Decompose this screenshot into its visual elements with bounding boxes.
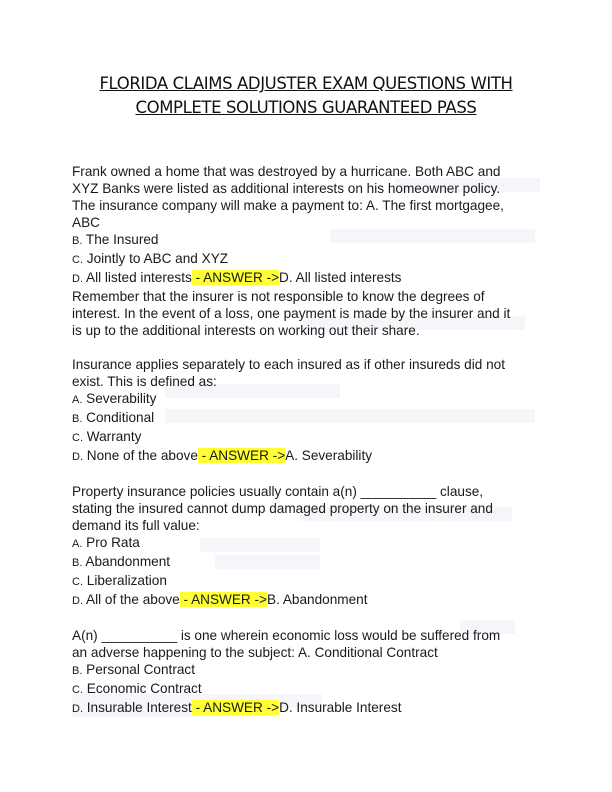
question-stem-line: Frank owned a home that was destroyed by a hurricane. Both ABC and [72, 164, 501, 179]
title-line-1: FLORIDA CLAIMS ADJUSTER EXAM QUESTIONS WITH [99, 74, 513, 93]
document-title [60, 72, 552, 120]
option-b: B. Abandonment [72, 554, 171, 569]
answer-marker: - ANSWER -> [179, 592, 267, 607]
question-4 [72, 627, 542, 718]
question-stem-line: an adverse happening to the subject: A. Conditional Contract [72, 645, 438, 660]
option-b: B. Personal Contract [72, 662, 195, 677]
question-3 [72, 483, 542, 610]
answer-text: D. Insurable Interest [279, 700, 402, 715]
question-stem-line: The insurance company will make a payment to: A. The first mortgagee, [72, 198, 504, 213]
option-c: C. Warranty [72, 429, 142, 444]
question-stem-line: stating the insured cannot dump damaged property on the insurer and [72, 501, 493, 516]
answer-marker: - ANSWER -> [191, 270, 280, 285]
option-c: C. Jointly to ABC and XYZ [72, 251, 229, 266]
question-2 [72, 356, 542, 466]
explanation-line: interest. In the event of a loss, one payment is made by the insurer and it [72, 306, 511, 321]
option-d: D. Insurable Interest - ANSWER ->D. Insurable Interest [72, 700, 402, 715]
answer-marker: - ANSWER -> [197, 448, 286, 463]
answer-text: B. Abandonment [267, 592, 368, 607]
question-stem-line: ABC [72, 215, 100, 230]
option-a: A. Pro Rata [72, 535, 140, 550]
question-stem-line: Insurance applies separately to each insured as if other insureds did not [72, 357, 505, 372]
option-d: D. None of the above - ANSWER ->A. Severability [72, 448, 373, 463]
answer-marker: - ANSWER -> [191, 700, 280, 715]
option-b: B. Conditional [72, 410, 155, 425]
answer-text: A. Severability [285, 448, 373, 463]
answer-text: D. All listed interests [279, 270, 402, 285]
question-stem-line: demand its full value: [72, 518, 200, 533]
title-line-2: COMPLETE SOLUTIONS GUARANTEED PASS [135, 98, 477, 117]
option-a: A. Severability [72, 391, 157, 406]
question-stem-line: exist. This is defined as: [72, 374, 217, 389]
question-stem-line: Property insurance policies usually contain a(n) __________ clause, [72, 484, 484, 499]
explanation-line: is up to the additional interests on working out their share. [72, 323, 420, 338]
option-d: D. All of the above - ANSWER ->B. Abandonment [72, 592, 368, 607]
document-body [72, 163, 542, 735]
question-stem-line: XYZ Banks were listed as additional interests on his homeowner policy. [72, 181, 501, 196]
question-1 [72, 163, 542, 339]
option-d: D. All listed interests - ANSWER ->D. All listed interests [72, 270, 402, 285]
option-b: B. The Insured [72, 232, 159, 247]
explanation-line: Remember that the insurer is not responsible to know the degrees of [72, 289, 485, 304]
option-c: C. Economic Contract [72, 681, 202, 696]
option-c: C. Liberalization [72, 573, 167, 588]
question-stem-line: A(n) __________ is one wherein economic loss would be suffered from [72, 628, 501, 643]
